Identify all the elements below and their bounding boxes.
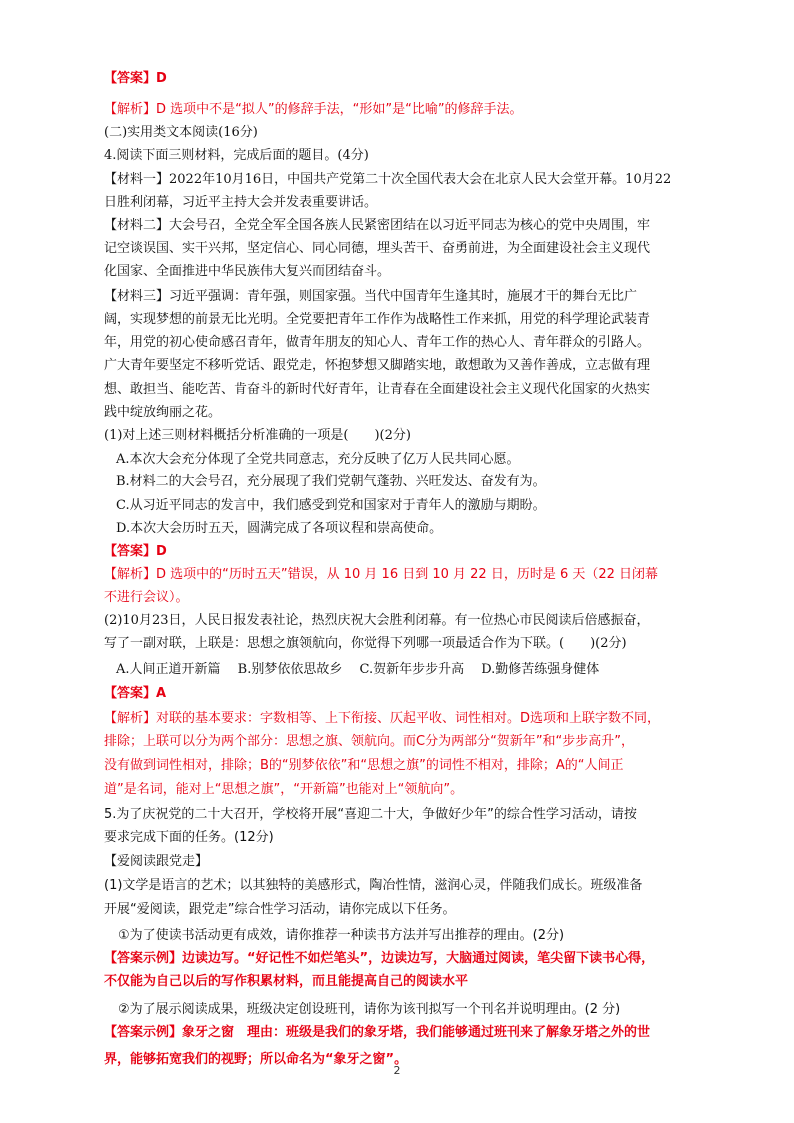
text-line: 【答案】A bbox=[104, 686, 167, 701]
page-number: 2 bbox=[393, 1064, 401, 1077]
text-line: 阔，实现梦想的前景无比光明。全党要把青年工作作为战略性工作来抓，用党的科学理论武装青 bbox=[104, 312, 651, 327]
text-line: (二)实用类文本阅读(16分) bbox=[104, 125, 258, 140]
text-line: 【解析】D 选项中的“历时五天”错误，从 10 月 16 日到 10 月 22 日，历时是 6 天（22 日闭幕 bbox=[104, 567, 659, 582]
text-line: 【材料三】习近平强调：青年强，则国家强。当代中国青年生逢其时，施展才干的舞台无比广 bbox=[104, 289, 638, 304]
text-line: C.从习近平同志的发言中，我们感受到党和国家对于青年人的激励与期盼。 bbox=[116, 498, 546, 513]
text-line: 践中绽放绚丽之花。 bbox=[104, 405, 222, 420]
text-line: 【答案示例】边读边写。“好记性不如烂笔头”，边读边写，大脑通过阅读，笔尖留下读书心得， bbox=[104, 951, 655, 966]
text-line: 日胜利闭幕，习近平主持大会并发表重要讲话。 bbox=[104, 195, 378, 210]
text-line: (2)10月23日，人民日报发表社论，热烈庆祝大会胜利闭幕。有一位热心市民阅读后倍感振奋， bbox=[104, 613, 650, 628]
text-line: 【爱阅读跟党走】 bbox=[104, 854, 209, 869]
text-line: 化国家、全面推进中华民族伟大复兴而团结奋斗。 bbox=[104, 264, 391, 279]
text-line: D.本次大会历时五天，圆满完成了各项议程和崇高使命。 bbox=[116, 521, 443, 536]
text-line: A.本次大会充分体现了全党共同意志，充分反映了亿万人民共同心愿。 bbox=[116, 452, 520, 467]
text-line: 【答案】D bbox=[104, 544, 167, 559]
text-line: 不仅能为自己以后的写作积累材料，而且能提高自己的阅读水平 bbox=[104, 974, 469, 989]
text-line: 【答案示例】象牙之窗 理由：班级是我们的象牙塔，我们能够通过班刊来了解象牙塔之外的世 bbox=[104, 1025, 651, 1040]
text-line: 记空谈误国、实干兴邦，坚定信心、同心同德，埋头苦干、奋勇前进，为全面建设社会主义现代 bbox=[104, 241, 651, 256]
text-line: A.人间正道开新篇 B.别梦依依思故乡 C.贺新年步步升高 D.勤修苦练强身健体 bbox=[116, 662, 600, 677]
text-line: 4.阅读下面三则材料，完成后面的题目。(4分) bbox=[104, 148, 369, 163]
text-line: (1)对上述三则材料概括分析准确的一项是( )(2分) bbox=[104, 428, 411, 443]
text-line: 【解析】D 选项中不是“拟人”的修辞手法，“形如”是“比喻”的修辞手法。 bbox=[104, 102, 523, 117]
text-line: 要求完成下面的任务。(12分) bbox=[104, 830, 274, 845]
text-line: ②为了展示阅读成果，班级决定创设班刊，请你为该刊拟写一个刊名并说明理由。(2 分) bbox=[118, 1002, 621, 1017]
text-line: 不进行会议）。 bbox=[104, 590, 189, 605]
text-line: 年，用党的初心使命感召青年，做青年朋友的知心人、青年工作的热心人、青年群众的引路人。 bbox=[104, 335, 651, 350]
text-line: 广大青年要坚定不移听党话、跟党走，怀抱梦想又脚踏实地，敢想敢为又善作善成，立志做有理 bbox=[104, 358, 651, 373]
text-line: 5.为了庆祝党的二十大召开，学校将开展“喜迎二十大，争做好少年”的综合性学习活动，请按 bbox=[104, 807, 637, 822]
text-line: 道”是名词，能对上“思想之旗”，“开新篇”也能对上“领航向”。 bbox=[104, 782, 464, 797]
text-line: 排除；上联可以分为两个部分：思想之旗、领航向。而C分为两部分“贺新年”和“步步高升”， bbox=[104, 734, 635, 749]
text-line: 想、敢担当、能吃苦、肯奋斗的新时代好青年，让青春在全面建设社会主义现代化国家的火热实 bbox=[104, 382, 651, 397]
text-line: 【材料一】2022年10月16日，中国共产党第二十次全国代表大会在北京人民大会堂开幕。10月22 bbox=[104, 172, 672, 187]
text-line: 【材料二】大会号召，全党全军全国各族人民紧密团结在以习近平同志为核心的党中央周围，牢 bbox=[104, 218, 651, 233]
text-line: 【解析】对联的基本要求：字数相等、上下衔接、仄起平收、词性相对。D选项和上联字数不同， bbox=[104, 711, 661, 726]
text-line: 界，能够拓宽我们的视野；所以命名为“象牙之窗”。 bbox=[104, 1052, 408, 1067]
text-line: B.材料二的大会号召，充分展现了我们党朝气蓬勃、兴旺发达、奋发有为。 bbox=[116, 474, 546, 489]
text-line: (1)文学是语言的艺术；以其独特的美感形式，陶冶性情，滋润心灵，伴随我们成长。班级准备 bbox=[104, 878, 643, 893]
text-line: ①为了使读书活动更有成效，请你推荐一种读书方法并写出推荐的理由。(2分) bbox=[118, 928, 565, 943]
text-line: 开展“爱阅读，跟党走”综合性学习活动，请你完成以下任务。 bbox=[104, 902, 456, 917]
text-line: 没有做到词性相对，排除；B的“别梦依依”和“思想之旗”的词性不相对，排除；A的“人间正 bbox=[104, 758, 624, 773]
text-line: 【答案】D bbox=[104, 71, 167, 86]
text-line: 写了一副对联，上联是：思想之旗领航向，你觉得下列哪一项最适合作为下联。( )(2分) bbox=[104, 636, 627, 651]
